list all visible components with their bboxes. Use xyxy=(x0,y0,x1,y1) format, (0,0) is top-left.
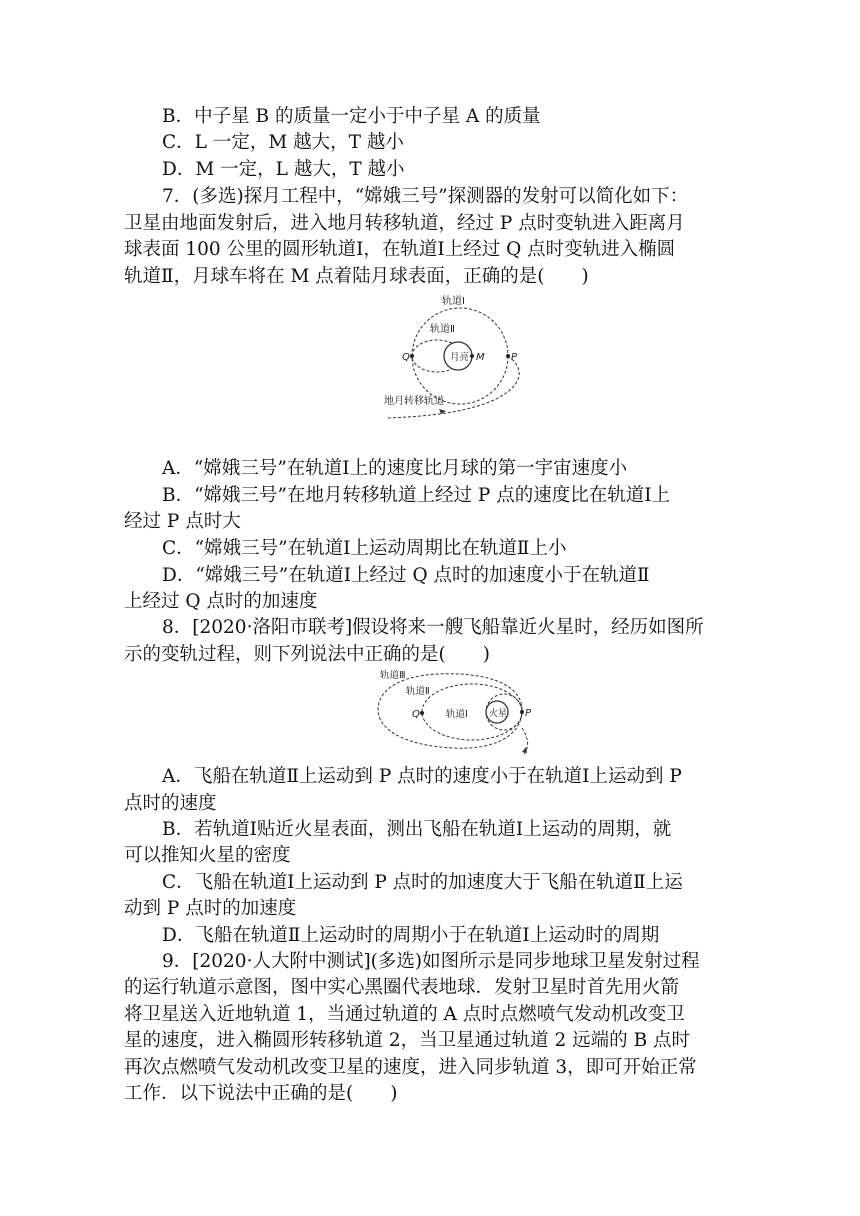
q7-stem-line: 7．(多选)探月工程中，“嫦娥三号”探测器的发射可以简化如下： xyxy=(162,186,689,207)
q9-stem-line: 9．[2020·人大附中测试](多选)如图所示是同步地球卫星发射过程 xyxy=(162,951,700,972)
point-m-label: M xyxy=(476,352,485,363)
q6-option-b: B．中子星 B 的质量一定小于中子星 A 的质量 xyxy=(162,106,541,127)
q7-stem-line: 球表面 100 公里的圆形轨道Ⅰ，在轨道Ⅰ上经过 Q 点时变轨进入椭圆 xyxy=(124,239,676,260)
q9-stem-line: 的运行轨道示意图，图中实心黑圈代表地球．发射卫星时首先用火箭 xyxy=(124,977,680,998)
q7-option-c: C．“嫦娥三号”在轨道Ⅰ上运动周期比在轨道Ⅱ上小 xyxy=(162,538,567,559)
q8-option-c: C．飞船在轨道Ⅰ上运动到 P 点时的加速度大于飞船在轨道Ⅱ上运 xyxy=(162,872,683,893)
point-q-dot xyxy=(420,711,424,715)
point-q-dot xyxy=(410,354,414,358)
q7-option-b: B．“嫦娥三号”在地月转移轨道上经过 P 点的速度比在轨道Ⅰ上 xyxy=(162,485,671,506)
q7-stem-line: 轨道Ⅱ，月球车将在 M 点着陆月球表面，正确的是( ) xyxy=(124,266,589,287)
point-p-dot xyxy=(520,710,524,714)
q8-option-b-cont: 可以推知火星的密度 xyxy=(124,845,291,866)
q8-stem-line: 示的变轨过程，则下列说法中正确的是( ) xyxy=(124,644,490,665)
q8-option-a: A．飞船在轨道Ⅱ上运动到 P 点时的速度小于在轨道Ⅰ上运动到 P xyxy=(162,766,682,787)
q7-option-d-cont: 上经过 Q 点时的加速度 xyxy=(124,591,318,612)
point-q-label: Q xyxy=(412,709,420,720)
orbit-2-label: 轨道Ⅱ xyxy=(430,324,455,335)
orbit-1-label: 轨道Ⅰ xyxy=(446,709,468,720)
orbit-1-label: 轨道Ⅰ xyxy=(442,296,465,307)
orbit-3-label: 轨道Ⅲ xyxy=(380,670,406,681)
point-p-dot xyxy=(506,354,510,358)
q8-option-d: D．飞船在轨道Ⅱ上运动时的周期小于在轨道Ⅰ上运动时的周期 xyxy=(162,925,660,946)
q8-orbit-diagram xyxy=(376,666,546,756)
q9-stem-line: 再次点燃喷气发动机改变卫星的速度，进入同步轨道 3，即可开始正常 xyxy=(124,1057,697,1078)
moon-label: 月亮 xyxy=(450,352,470,363)
mars-label: 火星 xyxy=(489,709,508,719)
orbit-2-label: 轨道Ⅱ xyxy=(406,686,430,697)
transfer-orbit-label: 地月转移轨道 xyxy=(384,396,444,407)
approach-arrow xyxy=(522,747,527,753)
q8-stem-line: 8．[2020·洛阳市联考]假设将来一艘飞船靠近火星时，经历如图所 xyxy=(162,617,704,638)
q9-stem-line: 将卫星送入近地轨道 1，当通过轨道的 A 点时点燃喷气发动机改变卫 xyxy=(124,1004,685,1025)
q7-option-a: A．“嫦娥三号”在轨道Ⅰ上的速度比月球的第一宇宙速度小 xyxy=(162,458,628,479)
q7-stem-line: 卫星由地面发射后，进入地月转移轨道，经过 P 点时变轨进入距离月 xyxy=(124,213,685,234)
q7-option-b-cont: 经过 P 点时大 xyxy=(124,511,241,532)
q8-option-a-cont: 点时的速度 xyxy=(124,793,217,814)
q6-option-c: C．L 一定，M 越大，T 越小 xyxy=(162,132,404,153)
q8-option-c-cont: 动到 P 点时的加速度 xyxy=(124,898,297,919)
point-m-dot xyxy=(470,354,474,358)
q8-option-b: B．若轨道Ⅰ贴近火星表面，测出飞船在轨道Ⅰ上运动的周期，就 xyxy=(162,819,672,840)
point-p-label: P xyxy=(511,352,518,363)
q6-option-d: D．M 一定，L 越大，T 越小 xyxy=(162,159,405,180)
q7-orbit-diagram xyxy=(380,292,550,420)
point-p-label: P xyxy=(525,708,532,719)
q7-option-d: D．“嫦娥三号”在轨道Ⅰ上经过 Q 点时的加速度小于在轨道Ⅱ xyxy=(162,565,650,586)
q9-stem-line: 星的速度，进入椭圆形转移轨道 2，当卫星通过轨道 2 远端的 B 点时 xyxy=(124,1030,691,1051)
point-q-label: Q xyxy=(402,352,410,363)
q9-stem-line: 工作．以下说法中正确的是( ) xyxy=(124,1083,398,1104)
